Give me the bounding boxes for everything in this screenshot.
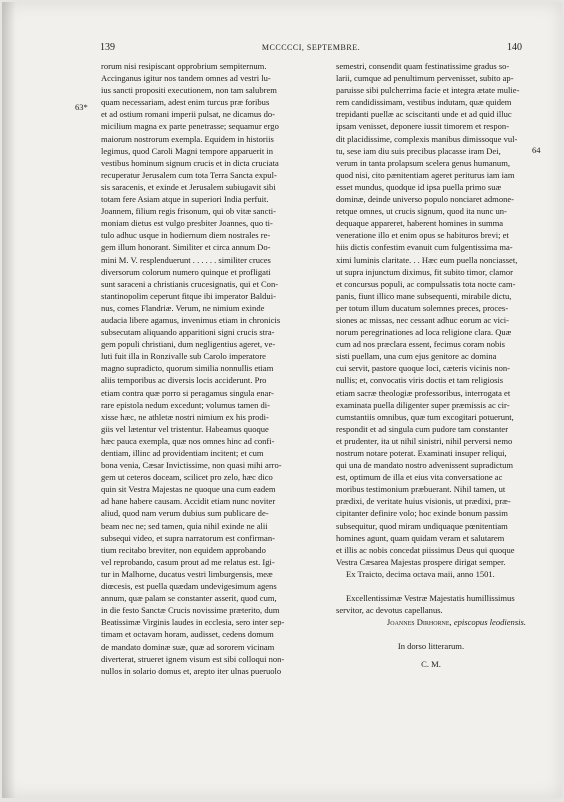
left-line: beam nec ne; sed tamen, quia nihil exinde ne alii [101, 520, 268, 531]
left-line: rare epistola nedum excedunt; volumus tamen di- [101, 399, 270, 410]
left-line: quam necessariam, adest enim turcus præ foribus [101, 97, 270, 108]
left-line: gem populi christiani, dum negligentius ageret, ve- [101, 339, 276, 350]
right-line: ipsam venisset, deponere iussit timorem et respon- [336, 121, 510, 132]
page-spine-shadow [2, 2, 16, 798]
right-line: siones ac missas, nec cessant adhuc eorum ac vici- [336, 314, 510, 325]
left-line: tium recitabo breviter, non equidem approbando [101, 544, 266, 555]
left-line: tulo adhuc usque in hodiernum diem nostrales re- [101, 230, 271, 241]
left-line: moniam dietus est vulgo presbiter Joannes, quo ti- [101, 218, 273, 229]
left-line: bona venia, Cæsar Invictissime, non quasi mihi arro- [101, 460, 282, 471]
left-line: Accinganus igitur nos tandem omnes ad vestri lu- [101, 73, 271, 84]
left-page-number: 139 [100, 42, 115, 53]
right-line: retque omnes, ut crucis signum, quod ita nunc un- [336, 206, 507, 217]
right-line: homines agunt, quam quidam veram et salutarem [336, 532, 505, 543]
left-line: etiam contra quæ porro si peragamus singula enar- [101, 387, 274, 398]
right-line: per totum illum ducatum solemnes preces, proces- [336, 302, 509, 313]
left-line: maiorum nostrorum exempla. Equidem in historiis [101, 133, 274, 144]
right-line: veneratione illo et enim opus se habituros brevi; et [336, 230, 509, 241]
left-line: gem illum honorant. Similiter et circa annum Do- [101, 242, 271, 253]
left-line: totam fere Asiam atque in superiori India perfuit. [101, 194, 269, 205]
left-line: hæc pauca exempla, quæ nos omnes hinc ad confi- [101, 435, 275, 446]
left-line: annum, quæ palam se constanter asserit, quod cum, [101, 593, 277, 604]
left-line: subsequi video, et supra narratorum est confirman- [101, 532, 275, 543]
left-line: in die festo Sanctæ Crucis novissime præterito, dum [101, 605, 280, 616]
right-line: cum ad nos præclara essent, fecimus coram nobis [336, 339, 505, 350]
left-line: legimus, quod Caroli Magni tempore apparuerit in [101, 145, 274, 156]
left-line: vel reprobando, casum prout ad me relatus est. Igi- [101, 556, 275, 567]
right-line: paruisse sibi pulcherrima facie et integra ætate mulie- [336, 85, 520, 96]
right-line: et illis ac nobis concedat piissimus Deus qui quoque [336, 544, 515, 555]
right-line: est, optimum de illa et eius vita conversatione ac [336, 472, 503, 483]
closing-line-2: servitor, ac devotus capellanus. [336, 605, 443, 616]
left-line: aliud, quod nam verum dubius sum publicare de- [101, 508, 269, 519]
right-line: dominæ, deinde universo populo nonciaret admone- [336, 194, 515, 205]
left-line: gem ut ceteros doceam, scilicet pro zelo, hæc dico [101, 472, 273, 483]
signature-line [336, 616, 526, 628]
right-line: respondit et ad singula cum pudore tam constanter [336, 423, 509, 434]
left-line: diverterat, strueret ignem visum est sibi colloqui non- [101, 653, 285, 664]
left-line: magno supradicto, quorum similia nonnullis etiam [101, 363, 274, 374]
left-line: et ad ostium romani imperii pulsat, ne dicamus do- [101, 109, 275, 120]
right-line: examinata puella diligenter super præmissis ac cir- [336, 399, 510, 410]
left-line: nus, comes Flandriæ. Verum, ne nimium exinde [101, 302, 265, 313]
right-text-column [336, 60, 526, 671]
signature-title: episcopus leodiensis. [453, 617, 526, 628]
left-line: mini M. V. resplenduerunt . . . . . . similiter cruces [101, 254, 271, 265]
right-line: verum in tanta prolapsum scelera genus humanum, [336, 157, 510, 168]
right-line: prædixi, de veritate huius visionis, ut prædixi, præ- [336, 496, 511, 507]
right-line: panis, fiunt illico mane subsequenti, mirabile dictu, [336, 290, 512, 301]
right-line: semestri, consendit quam festinatissime gradus so- [336, 61, 510, 71]
left-line: audacia libere agamus, invenimus etiam in chronicis [101, 314, 281, 325]
right-line: trepidanti puellæ ac sciscitanti unde et ad quid illuc [336, 109, 512, 120]
left-line: timam et octavam horam, audisset, cedens domum [101, 629, 274, 640]
left-line: nullos in solario domus et, arepto iter ulnas pueruolo [101, 665, 282, 676]
right-line: ut supra injunctum diximus, fit subito timor, clamor [336, 266, 513, 277]
left-line: diœcesis, est puella quædam undevigesimum agens [101, 581, 277, 592]
right-line: dit placidissime, complexis manibus dimissoque vul- [336, 133, 518, 144]
left-line: Beatissimæ Virginis laudes in ecclesia, sero inter sep- [101, 617, 285, 628]
right-line: nostrum notare poterat. Examinati insuper reliqui, [336, 448, 507, 458]
right-line: sisti puellam, una cum ejus genitore ac domina [336, 351, 497, 362]
left-line: ius sancti propositi executionem, non tam salubrem [101, 85, 277, 96]
left-line: giis vel lætentur vel tristentur. Habeamus quoque [101, 423, 269, 434]
left-line: xisse hæc, ne athletæ nostri nimium ex his prodi- [101, 411, 269, 422]
right-line: nullis; et, convocatis viris doctis et tam religiosis [336, 375, 504, 386]
left-line: rorum nisi resipiscant opprobrium sempiternum. [101, 61, 267, 71]
right-line: larii, cumque ad penultimum pervenisset, subito ap- [336, 73, 514, 84]
left-text-column [101, 60, 327, 677]
left-line: micilium magna ex parte penetrasse; sequamur ergo [101, 121, 279, 132]
right-page-number: 140 [507, 42, 522, 53]
left-line: stantinopolim ceperunt fitque ibi imperator Baldui- [101, 290, 276, 301]
right-line: Vestra Cæsarea Majestas prospere dirigat semper. [336, 556, 506, 567]
right-line: Ex Traicto, decima octava maii, anno 1501. [346, 568, 495, 579]
left-line: Joannem, filium regis frisonum, qui ob vitæ sancti- [101, 206, 276, 217]
right-line: norum peregrinationes ad loca religione clara. Quæ [336, 327, 512, 338]
right-line: dequaque appareret, haberent homines in summa [336, 218, 504, 229]
right-line: cui servit, pastore quoque loci, cæteris vicinis non- [336, 363, 510, 374]
right-line: cipitanter definire volo; hoc exinde bonum passim [336, 508, 508, 519]
right-line: tu, sese iam diu suis precibus placasse iram Dei, [336, 145, 501, 156]
right-line: esset mundus, quodque id ipsa puella primo suæ [336, 181, 502, 192]
right-line: et prudenter, ita ut nihil sinistri, nihil perversi nemo [336, 435, 513, 446]
left-line: dentiam, illinc ad providentiam incitent; et cum [101, 448, 264, 458]
left-line: luti fuit illa in Ronzivalle sub Carolo imperatore [101, 351, 266, 362]
book-page [2, 2, 562, 798]
left-line: sunt saraceni a christianis crucesignatis, qui et Con- [101, 278, 279, 289]
left-line: quin sit Vestra Majestas ne quoque una cum eadem [101, 484, 276, 495]
left-line: subsecutam aliquando apparitioni signi crucis stra- [101, 327, 275, 338]
margin-number-right: 64 [532, 145, 541, 155]
right-line: moribus testimonium præbuerant. Nihil tamen, ut [336, 484, 506, 495]
closing-line-1: Excellentissimæ Vestræ Majestatis humillissimus [346, 593, 515, 604]
initials: C. M. [421, 659, 441, 670]
right-line: rem candidissimam, vestibus indutam, quæ quidem [336, 97, 512, 108]
left-line: vestibus hominum signum crucis et in dicta cruciata [101, 157, 279, 168]
right-line: hiis dictis confestim evanuit cum fulgentissima ma- [336, 242, 513, 253]
left-line: aliis temporibus ac diversis locis acciderunt. Pro [101, 375, 267, 386]
left-line: recuperatur Jerusalem cum tota Terra Sancta expul- [101, 169, 277, 180]
endorsement: In dorso litterarum. [397, 641, 465, 652]
right-line: etiam sacræ theologiæ professoribus, interrogata et [336, 387, 511, 398]
left-line: diversorum colorum numero quinque et profligati [101, 266, 271, 277]
right-line: et concursus populi, ac compulssatis tota nocte cam- [336, 278, 516, 289]
right-column-lines [336, 60, 526, 580]
right-line: subsequitur, quod miram undiquaque pœnitentiam [336, 520, 508, 531]
left-line: ad hane habere causam. Accidit etiam nunc noviter [101, 496, 276, 507]
page-header [100, 42, 522, 58]
right-line: qui una de mandato nostro advenissent supradictum [336, 460, 514, 471]
left-line: tur in Malhorne, ducatus vestri limburgensis, meæ [101, 568, 273, 579]
signature-name: Joannes Dirhorne, [386, 617, 452, 628]
left-line: sis saracenis, et exinde et Jerusalem subiugavit sibi [101, 181, 276, 192]
margin-number-left: 63* [75, 102, 88, 112]
right-line: ximi luminis claritate. . . Hæc eum puella nonciasset, [336, 254, 518, 265]
right-line: quod nisi, cito pænitentiam ageret periturus iam iam [336, 169, 515, 180]
running-head: MCCCCCI, SEPTEMBRE. [261, 43, 361, 52]
left-line: de mandato dominæ suæ, quæ ad sororem vicinam [101, 641, 275, 652]
right-line: cumstantiis omnibus, quæ tum excogitari potuerunt, [336, 411, 514, 422]
